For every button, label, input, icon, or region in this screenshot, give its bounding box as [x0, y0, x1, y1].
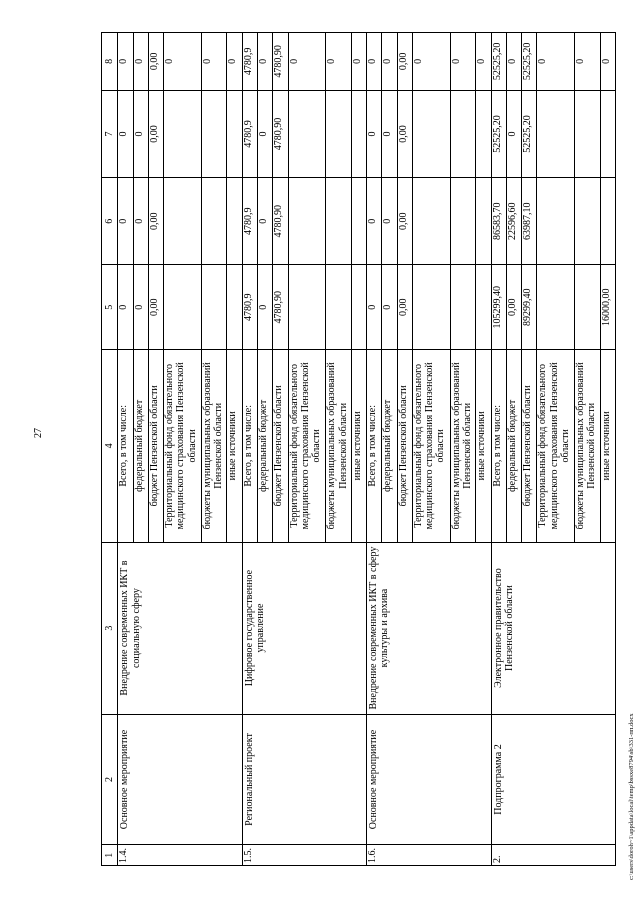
- value-cell: 0: [164, 33, 202, 91]
- funding-source-cell: бюджет Пензенской области: [273, 350, 288, 543]
- funding-source-cell: бюджеты муниципальных образований Пензенской области: [575, 350, 601, 543]
- value-cell: 0: [367, 90, 382, 177]
- value-cell: 0: [133, 90, 148, 177]
- value-cell: 0: [600, 33, 615, 91]
- row-type-cell: Основное мероприятие: [367, 714, 491, 845]
- value-cell: 4780,90: [273, 178, 288, 265]
- value-cell: 63987,10: [522, 178, 537, 265]
- value-cell: [600, 90, 615, 177]
- funding-source-cell: федеральный бюджет: [133, 350, 148, 543]
- value-cell: 0: [227, 33, 242, 91]
- value-cell: [537, 90, 575, 177]
- funding-source-cell: Территориальный фонд обязательного медицинского страхования Пензенской области: [164, 350, 202, 543]
- value-cell: 0: [118, 178, 133, 265]
- row-number-cell: 1.5.: [242, 845, 366, 866]
- value-cell: 52525,20: [491, 33, 506, 91]
- value-cell: 0,00: [397, 178, 412, 265]
- value-cell: [412, 265, 450, 350]
- value-cell: 0,00: [397, 90, 412, 177]
- funding-source-cell: федеральный бюджет: [506, 350, 521, 543]
- value-cell: 4780,9: [242, 178, 257, 265]
- header-cell: 8: [102, 33, 118, 91]
- value-cell: 0: [258, 265, 273, 350]
- value-cell: 0: [133, 178, 148, 265]
- row-name-cell: Электронное правительство Пензенской области: [491, 542, 616, 714]
- header-cell: 3: [102, 542, 118, 714]
- value-cell: [412, 178, 450, 265]
- value-cell: 0,00: [148, 33, 163, 91]
- row-name-cell: Внедрение современных ИКТ в сферу культуры и архива: [367, 542, 491, 714]
- funding-source-cell: иные источники: [476, 350, 491, 543]
- value-cell: 0: [118, 265, 133, 350]
- value-cell: 0: [258, 178, 273, 265]
- value-cell: 0: [476, 33, 491, 91]
- value-cell: [476, 90, 491, 177]
- value-cell: 0,00: [148, 265, 163, 350]
- header-cell: 4: [102, 350, 118, 543]
- value-cell: 0,00: [397, 265, 412, 350]
- value-cell: 0: [382, 90, 397, 177]
- value-cell: [201, 265, 227, 350]
- value-cell: 0: [382, 265, 397, 350]
- value-cell: 0: [367, 178, 382, 265]
- value-cell: [326, 90, 352, 177]
- value-cell: [476, 265, 491, 350]
- value-cell: 0: [201, 33, 227, 91]
- funding-source-cell: иные источники: [351, 350, 366, 543]
- row-number-cell: 1.6.: [367, 845, 491, 866]
- value-cell: [476, 178, 491, 265]
- value-cell: 0: [288, 33, 326, 91]
- funding-source-cell: Всего, в том числе:: [367, 350, 382, 543]
- value-cell: [288, 265, 326, 350]
- value-cell: [600, 178, 615, 265]
- value-cell: 0,00: [397, 33, 412, 91]
- value-cell: 0,00: [148, 178, 163, 265]
- value-cell: [227, 90, 242, 177]
- value-cell: [326, 265, 352, 350]
- row-number-cell: 2.: [491, 845, 616, 866]
- value-cell: [450, 178, 476, 265]
- value-cell: 0,00: [148, 90, 163, 177]
- value-cell: 0: [412, 33, 450, 91]
- file-path: c:\users\doroh~1\appdata\local\temp\bssxe8794\sb\331-пп.docx: [628, 713, 635, 880]
- value-cell: [164, 178, 202, 265]
- funding-source-cell: Всего, в том числе:: [118, 350, 133, 543]
- header-cell: 1: [102, 845, 118, 866]
- value-cell: [412, 90, 450, 177]
- value-cell: [575, 265, 601, 350]
- value-cell: [164, 90, 202, 177]
- value-cell: 52525,20: [491, 90, 506, 177]
- value-cell: 0: [367, 33, 382, 91]
- funding-source-cell: Всего, в том числе:: [491, 350, 506, 543]
- funding-source-cell: Территориальный фонд обязательного медицинского страхования Пензенской области: [288, 350, 326, 543]
- value-cell: 0: [118, 33, 133, 91]
- header-cell: 2: [102, 714, 118, 845]
- funding-source-cell: бюджет Пензенской области: [148, 350, 163, 543]
- value-cell: 0: [382, 33, 397, 91]
- funding-source-cell: бюджеты муниципальных образований Пензенской области: [201, 350, 227, 543]
- row-type-cell: Региональный проект: [242, 714, 366, 845]
- rotated-table-wrapper: [101, 32, 616, 866]
- value-cell: [575, 178, 601, 265]
- value-cell: 0: [382, 178, 397, 265]
- value-cell: 89299,40: [522, 265, 537, 350]
- value-cell: 0,00: [506, 265, 521, 350]
- funding-source-cell: иные источники: [227, 350, 242, 543]
- table-row: [242, 33, 257, 866]
- header-cell: 5: [102, 265, 118, 350]
- funding-source-cell: федеральный бюджет: [258, 350, 273, 543]
- value-cell: [326, 178, 352, 265]
- funding-source-cell: бюджет Пензенской области: [522, 350, 537, 543]
- value-cell: [164, 265, 202, 350]
- value-cell: 0: [326, 33, 352, 91]
- funding-source-cell: Всего, в том числе:: [242, 350, 257, 543]
- value-cell: 0: [575, 33, 601, 91]
- value-cell: 105299,40: [491, 265, 506, 350]
- value-cell: 0: [351, 33, 366, 91]
- value-cell: [351, 178, 366, 265]
- value-cell: 52525,20: [522, 33, 537, 91]
- value-cell: 0: [506, 90, 521, 177]
- value-cell: 0: [133, 33, 148, 91]
- row-name-cell: Цифровое государственное управление: [242, 542, 366, 714]
- value-cell: 4780,9: [242, 90, 257, 177]
- funding-source-cell: Территориальный фонд обязательного медицинского страхования Пензенской области: [412, 350, 450, 543]
- value-cell: [227, 178, 242, 265]
- value-cell: 4780,90: [273, 90, 288, 177]
- header-cell: 6: [102, 178, 118, 265]
- funding-source-cell: федеральный бюджет: [382, 350, 397, 543]
- value-cell: 4780,9: [242, 33, 257, 91]
- value-cell: 0: [258, 90, 273, 177]
- value-cell: [351, 90, 366, 177]
- row-type-cell: Подпрограмма 2: [491, 714, 616, 845]
- funding-source-cell: бюджеты муниципальных образований Пензенской области: [326, 350, 352, 543]
- value-cell: [288, 178, 326, 265]
- value-cell: 0: [133, 265, 148, 350]
- value-cell: [288, 90, 326, 177]
- value-cell: 4780,90: [273, 33, 288, 91]
- table-row: [367, 33, 382, 866]
- value-cell: 52525,20: [522, 90, 537, 177]
- row-type-cell: Основное мероприятие: [118, 714, 242, 845]
- value-cell: 0: [537, 33, 575, 91]
- value-cell: 22596,60: [506, 178, 521, 265]
- value-cell: [537, 265, 575, 350]
- budget-table: [101, 32, 616, 866]
- value-cell: [450, 90, 476, 177]
- funding-source-cell: Территориальный фонд обязательного медицинского страхования Пензенской области: [537, 350, 575, 543]
- funding-source-cell: иные источники: [600, 350, 615, 543]
- header-row: [102, 33, 118, 866]
- value-cell: 0: [258, 33, 273, 91]
- table-row: [118, 33, 133, 866]
- value-cell: 0: [118, 90, 133, 177]
- value-cell: [201, 178, 227, 265]
- value-cell: [351, 265, 366, 350]
- value-cell: [537, 178, 575, 265]
- header-cell: 7: [102, 90, 118, 177]
- value-cell: 0: [506, 33, 521, 91]
- value-cell: [201, 90, 227, 177]
- value-cell: 86583,70: [491, 178, 506, 265]
- value-cell: 16000,00: [600, 265, 615, 350]
- page-number: 27: [33, 428, 44, 438]
- value-cell: [227, 265, 242, 350]
- value-cell: 4780,90: [273, 265, 288, 350]
- table-row: [491, 33, 506, 866]
- value-cell: [575, 90, 601, 177]
- value-cell: 0: [450, 33, 476, 91]
- value-cell: 0: [367, 265, 382, 350]
- funding-source-cell: бюджет Пензенской области: [397, 350, 412, 543]
- value-cell: [450, 265, 476, 350]
- row-number-cell: 1.4.: [118, 845, 242, 866]
- funding-source-cell: бюджеты муниципальных образований Пензенской области: [450, 350, 476, 543]
- row-name-cell: Внедрение современных ИКТ в социальную сферу: [118, 542, 242, 714]
- value-cell: 4780,9: [242, 265, 257, 350]
